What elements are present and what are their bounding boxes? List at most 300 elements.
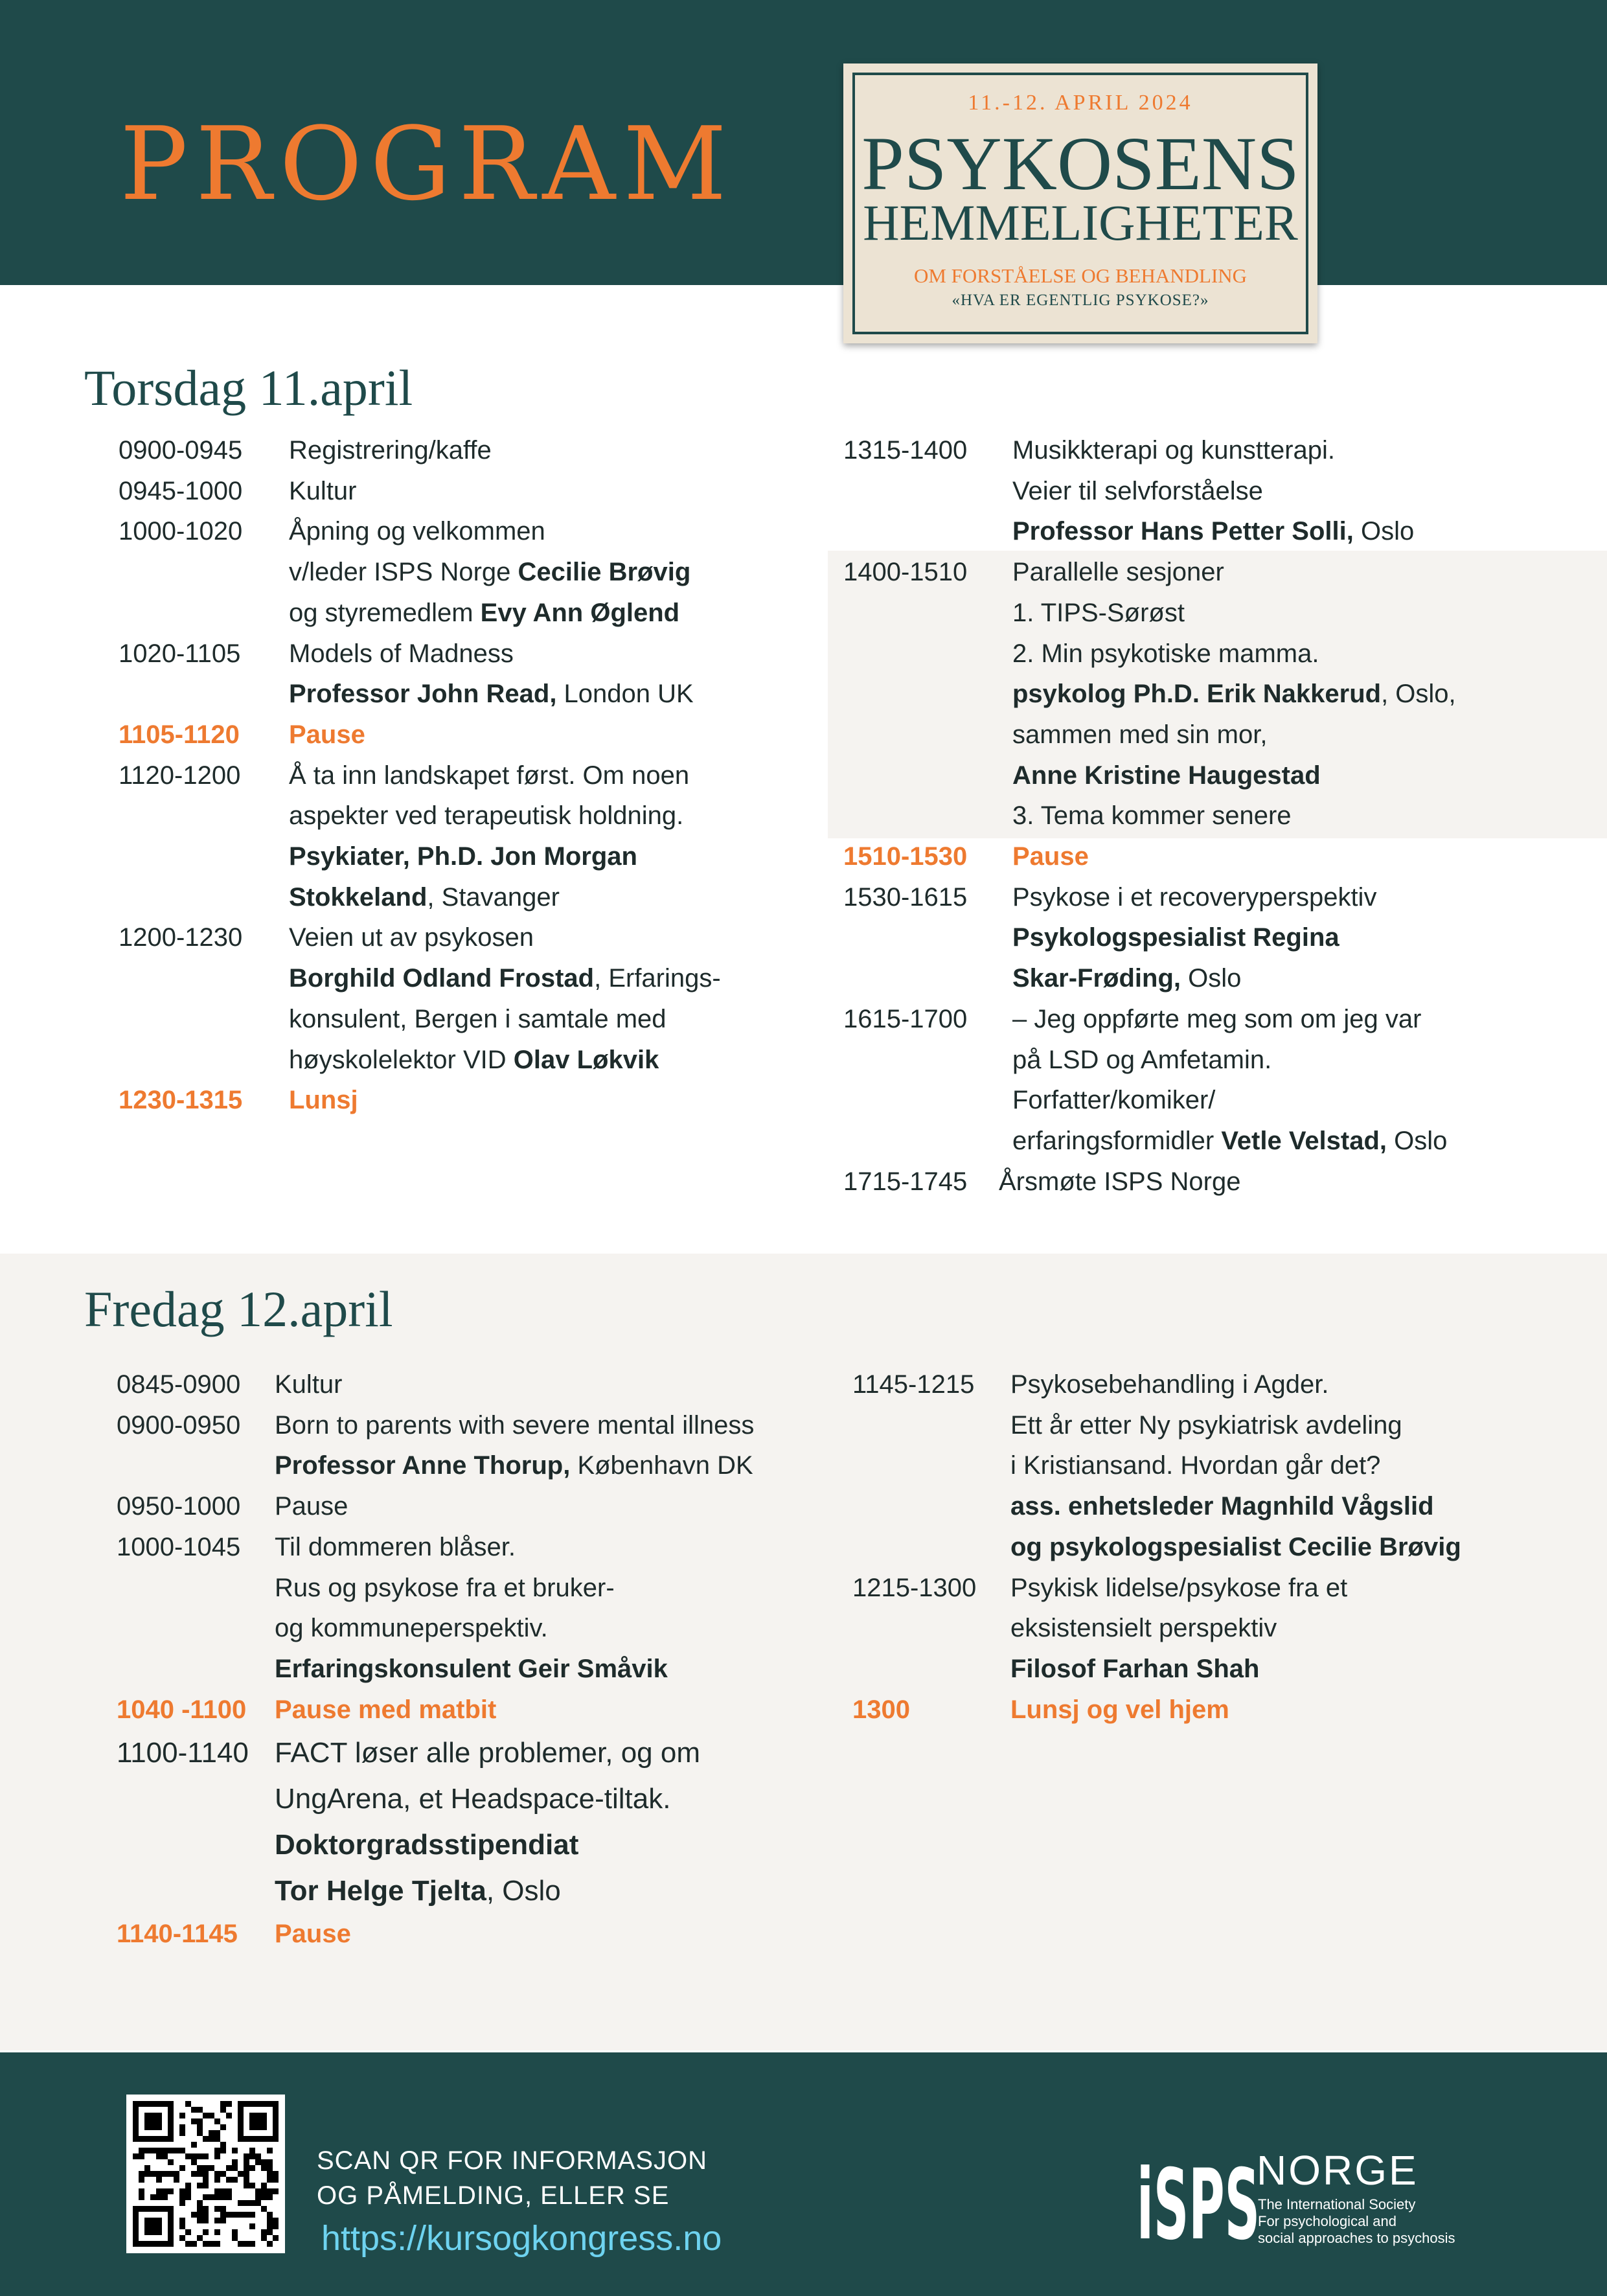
description-text: Kultur	[275, 1370, 343, 1399]
qr-module	[255, 2194, 261, 2200]
qr-module	[156, 2188, 162, 2194]
speaker-name: Tor Helge Tjelta	[275, 1875, 486, 1907]
schedule-row	[843, 1121, 1456, 1162]
description-text: London UK	[556, 680, 694, 709]
schedule-row	[843, 471, 1456, 512]
schedule-row	[119, 877, 721, 918]
description-text: Åpning og velkommen	[289, 517, 545, 546]
schedule-time	[843, 1040, 1012, 1081]
schedule-description	[289, 674, 694, 715]
qr-module	[139, 2171, 144, 2177]
schedule-row	[119, 836, 721, 877]
description-text: FACT løser alle problemer, og om	[275, 1737, 700, 1769]
page-title: PROGRAM	[120, 105, 735, 223]
qr-module	[232, 2235, 238, 2241]
schedule-time	[117, 1608, 275, 1649]
qr-module	[267, 2148, 273, 2153]
schedule-description	[275, 1730, 700, 1776]
qr-module	[179, 2235, 185, 2241]
qr-module	[220, 2124, 226, 2130]
qr-module	[139, 2177, 144, 2183]
schedule-time: 1200-1230	[119, 923, 243, 952]
qr-module	[209, 2194, 214, 2200]
qr-module	[156, 2148, 162, 2153]
qr-module	[244, 2183, 249, 2188]
description-text: – Jeg oppførte meg som om jeg var	[1012, 1004, 1422, 1033]
qr-module	[244, 2212, 249, 2218]
schedule-break-row	[119, 715, 721, 755]
description-text: Born to parents with severe mental illness	[275, 1410, 755, 1440]
qr-module	[267, 2229, 273, 2235]
qr-module	[220, 2212, 226, 2218]
schedule-time	[119, 1040, 289, 1081]
qr-code-icon[interactable]	[126, 2095, 285, 2253]
qr-module	[214, 2153, 220, 2159]
qr-module	[249, 2200, 255, 2206]
speaker-name: ass. enhetsleder Magnhild Vågslid	[1010, 1492, 1434, 1521]
qr-module	[168, 2171, 174, 2177]
qr-module	[179, 2148, 185, 2153]
schedule-description	[1010, 1486, 1434, 1527]
qr-module	[162, 2171, 168, 2177]
registration-link[interactable]: https://kursogkongress.no	[321, 2219, 722, 2258]
qr-module	[226, 2194, 232, 2200]
schedule-row	[843, 634, 1456, 674]
schedule-break-row	[119, 1080, 721, 1121]
qr-module	[191, 2142, 197, 2148]
qr-module	[162, 2153, 168, 2159]
qr-module	[197, 2218, 203, 2223]
schedule-row	[117, 1486, 754, 1527]
schedule-time	[843, 958, 1012, 999]
description-text: Rus og psykose fra et bruker-	[275, 1573, 615, 1602]
schedule-row	[117, 1822, 754, 1868]
schedule-description	[1012, 755, 1321, 796]
schedule-description	[1010, 1527, 1461, 1568]
schedule-description	[289, 1080, 358, 1121]
schedule-time: 0945-1000	[119, 476, 243, 505]
qr-module	[139, 2153, 144, 2159]
qr-module	[197, 2206, 203, 2212]
qr-module	[185, 2194, 191, 2200]
qr-module	[191, 2241, 197, 2247]
qr-module	[220, 2218, 226, 2223]
qr-module	[197, 2212, 203, 2218]
qr-module	[139, 2194, 144, 2200]
schedule-description	[999, 1162, 1240, 1202]
qr-module	[185, 2101, 191, 2107]
schedule-time	[843, 917, 1012, 958]
qr-module	[197, 2171, 203, 2177]
schedule-time	[843, 1080, 1012, 1121]
qr-module	[156, 2171, 162, 2177]
description-text: Oslo	[1353, 517, 1415, 546]
schedule-row	[117, 1568, 754, 1609]
schedule-time: 1215-1300	[852, 1573, 977, 1602]
description-text: aspekter ved terapeutisk holdning.	[289, 801, 684, 831]
schedule-description	[275, 1405, 754, 1446]
qr-module	[203, 2229, 209, 2235]
schedule-row	[117, 1776, 754, 1822]
schedule-row	[119, 958, 721, 999]
schedule-time	[843, 1121, 1012, 1162]
schedule-time: 1300	[852, 1695, 910, 1724]
description-text: Psykosebehandling i Agder.	[1010, 1370, 1329, 1399]
qr-module	[244, 2159, 249, 2165]
schedule-description	[1012, 511, 1414, 552]
qr-module	[214, 2130, 220, 2136]
qr-module	[197, 2130, 203, 2136]
qr-module	[226, 2165, 232, 2171]
qr-module	[162, 2188, 168, 2194]
schedule-description	[1012, 715, 1267, 755]
qr-module	[162, 2148, 168, 2153]
qr-module	[156, 2153, 162, 2159]
schedule-time: 1145-1215	[852, 1370, 975, 1399]
schedule-time: 1315-1400	[843, 436, 968, 465]
description-text: Til dommeren blåser.	[275, 1532, 516, 1561]
qr-module	[144, 2165, 150, 2171]
qr-module	[197, 2183, 203, 2188]
qr-module	[191, 2171, 197, 2177]
qr-module	[174, 2171, 179, 2177]
logo-subtitle1: The International Society	[1258, 2196, 1416, 2212]
schedule-row	[843, 917, 1456, 958]
qr-module	[150, 2148, 156, 2153]
description-text: Pause	[1012, 842, 1089, 871]
qr-module	[191, 2107, 197, 2113]
qr-module	[261, 2159, 267, 2165]
schedule-time	[119, 674, 289, 715]
logo-norge: NORGE	[1257, 2147, 1419, 2194]
qr-module	[156, 2194, 162, 2200]
description-text: , Oslo,	[1381, 680, 1456, 709]
schedule-description	[275, 1568, 615, 1609]
schedule-time: 1400-1510	[843, 558, 968, 587]
qr-module	[203, 2183, 209, 2188]
schedule-row	[117, 1649, 754, 1690]
description-text: Veier til selvforståelse	[1012, 476, 1263, 505]
schedule-row	[119, 552, 721, 593]
schedule-description	[289, 552, 690, 593]
qr-module	[144, 2113, 162, 2130]
schedule-time: 1510-1530	[843, 842, 968, 871]
description-text: og styremedlem	[289, 598, 481, 627]
qr-module	[214, 2241, 220, 2247]
qr-module	[203, 2136, 209, 2142]
qr-module	[244, 2177, 249, 2183]
schedule-description	[1012, 999, 1421, 1040]
schedule-description	[1010, 1568, 1347, 1609]
friday-schedule-left	[117, 1364, 754, 1955]
qr-module	[273, 2171, 279, 2177]
qr-module	[244, 2200, 249, 2206]
qr-module	[197, 2153, 203, 2159]
qr-module	[267, 2223, 273, 2229]
schedule-description	[1012, 1121, 1447, 1162]
qr-module	[261, 2183, 267, 2188]
qr-module	[179, 2113, 185, 2118]
schedule-time	[117, 1649, 275, 1690]
qr-module	[226, 2212, 232, 2218]
schedule-description	[289, 796, 683, 836]
qr-module	[144, 2218, 162, 2235]
schedule-description	[1010, 1690, 1229, 1730]
schedule-row	[119, 796, 721, 836]
qr-module	[267, 2165, 273, 2171]
badge-subtitle2: «HVA ER EGENTLIG PSYKOSE?»	[952, 292, 1209, 309]
qr-module	[249, 2165, 255, 2171]
qr-module	[209, 2113, 214, 2118]
speaker-name: Professor Anne Thorup,	[275, 1451, 571, 1480]
scan-instruction-line2: OG PÅMELDING, ELLER SE	[317, 2181, 670, 2210]
schedule-row	[843, 593, 1456, 634]
logo-subtitle2: For psychological and	[1258, 2213, 1397, 2229]
qr-module	[232, 2177, 238, 2183]
qr-module	[179, 2223, 185, 2229]
schedule-time	[117, 1445, 275, 1486]
speaker-name: Psykiater, Ph.D. Jon Morgan	[289, 842, 637, 871]
schedule-description	[275, 1486, 348, 1527]
qr-module	[267, 2212, 273, 2218]
schedule-time	[117, 1776, 275, 1822]
friday-title: Fredag 12.april	[84, 1281, 393, 1337]
schedule-description	[289, 836, 637, 877]
qr-module	[203, 2212, 209, 2218]
speaker-name: Borghild Odland Frostad	[289, 964, 595, 993]
qr-code-pattern	[133, 2101, 279, 2247]
description-text: UngArena, et Headspace-tiltak.	[275, 1783, 671, 1815]
speaker-name: Cecilie Brøvig	[518, 558, 691, 587]
speaker-name: Skar-Frøding,	[1012, 964, 1181, 993]
qr-module	[232, 2148, 238, 2153]
qr-module	[273, 2235, 279, 2241]
qr-module	[267, 2194, 273, 2200]
schedule-description	[275, 1822, 578, 1868]
description-text: Oslo	[1181, 964, 1242, 993]
qr-module	[197, 2107, 203, 2113]
schedule-time	[117, 1822, 275, 1868]
qr-module	[197, 2118, 203, 2124]
schedule-row	[843, 1080, 1456, 1121]
qr-module	[203, 2113, 209, 2118]
speaker-name: Anne Kristine Haugestad	[1012, 761, 1321, 790]
schedule-description	[1010, 1445, 1380, 1486]
schedule-description	[275, 1608, 548, 1649]
schedule-row	[843, 796, 1456, 836]
header-band	[0, 0, 1607, 285]
schedule-time	[119, 877, 289, 918]
qr-module	[255, 2153, 261, 2159]
qr-module	[214, 2206, 220, 2212]
schedule-time	[843, 593, 1012, 634]
schedule-time: 1715-1745	[843, 1167, 968, 1196]
scan-instruction-line1: SCAN QR FOR INFORMASJON	[317, 2146, 708, 2175]
description-text: v/leder ISPS Norge	[289, 558, 518, 587]
schedule-time: 0900-0950	[117, 1410, 241, 1440]
schedule-time: 1140-1145	[117, 1920, 238, 1949]
schedule-row	[843, 877, 1456, 918]
qr-module	[238, 2212, 244, 2218]
schedule-time	[117, 1868, 275, 1914]
schedule-time	[119, 796, 289, 836]
qr-module	[255, 2200, 261, 2206]
schedule-time: 1040 -1100	[117, 1695, 247, 1724]
qr-module	[238, 2241, 244, 2247]
schedule-description	[289, 634, 514, 674]
schedule-time: 1000-1020	[119, 517, 243, 546]
schedule-time	[843, 634, 1012, 674]
schedule-description	[1010, 1405, 1402, 1446]
schedule-time: 0845-0900	[117, 1370, 241, 1399]
schedule-description	[1012, 1040, 1271, 1081]
description-text: Registrering/kaffe	[289, 436, 492, 465]
qr-module	[267, 2188, 273, 2194]
qr-module	[214, 2188, 220, 2194]
description-text: konsulent, Bergen i samtale med	[289, 1004, 667, 1033]
schedule-description	[289, 917, 534, 958]
qr-module	[255, 2188, 261, 2194]
schedule-row	[843, 958, 1456, 999]
qr-module	[261, 2188, 267, 2194]
schedule-row	[843, 511, 1456, 552]
schedule-description	[289, 999, 667, 1040]
qr-module	[261, 2235, 267, 2241]
schedule-description	[1012, 674, 1456, 715]
schedule-row	[117, 1527, 754, 1568]
description-text: , Erfarings-	[594, 964, 721, 993]
qr-module	[249, 2183, 255, 2188]
schedule-time	[119, 958, 289, 999]
description-text: Pause	[275, 1920, 351, 1949]
schedule-row	[843, 755, 1456, 796]
schedule-row	[843, 674, 1456, 715]
schedule-row	[117, 1364, 754, 1405]
qr-module	[179, 2124, 185, 2130]
qr-module	[191, 2212, 197, 2218]
schedule-time: 1615-1700	[843, 1004, 968, 1033]
badge-title-line2: HEMMELIGHETER	[863, 194, 1298, 251]
schedule-description	[289, 715, 365, 755]
qr-module	[226, 2188, 232, 2194]
schedule-time: 1120-1200	[119, 761, 241, 790]
qr-module	[209, 2241, 214, 2247]
description-text: Forfatter/komiker/	[1012, 1086, 1216, 1115]
description-text: 2. Min psykotiske mamma.	[1012, 639, 1319, 668]
speaker-name: Professor Hans Petter Solli,	[1012, 517, 1354, 546]
qr-module	[168, 2159, 174, 2165]
qr-module	[197, 2200, 203, 2206]
schedule-time	[852, 1649, 1010, 1690]
description-text: Lunsj og vel hjem	[1010, 1695, 1229, 1724]
qr-module	[203, 2241, 209, 2247]
qr-module	[179, 2218, 185, 2223]
qr-module	[244, 2165, 249, 2171]
qr-module	[261, 2165, 267, 2171]
qr-module	[209, 2130, 214, 2136]
qr-module	[238, 2200, 244, 2206]
schedule-time: 1100-1140	[117, 1737, 249, 1769]
schedule-row	[852, 1608, 1461, 1649]
schedule-row	[852, 1405, 1461, 1446]
schedule-row	[119, 674, 721, 715]
qr-module	[179, 2130, 185, 2136]
schedule-time	[843, 755, 1012, 796]
thursday-schedule-left	[119, 430, 721, 1121]
qr-module	[162, 2194, 168, 2200]
qr-module	[191, 2159, 197, 2165]
qr-module	[255, 2159, 261, 2165]
schedule-row	[119, 471, 721, 512]
schedule-description	[289, 593, 679, 634]
schedule-description	[275, 1690, 496, 1730]
qr-module	[150, 2194, 156, 2200]
speaker-name: Evy Ann Øglend	[480, 598, 680, 627]
schedule-description	[289, 958, 721, 999]
schedule-row	[843, 1162, 1456, 1202]
isps-logo-text: iSPS	[1137, 2149, 1260, 2245]
schedule-row	[852, 1486, 1461, 1527]
qr-module	[261, 2229, 267, 2235]
schedule-time: 1230-1315	[119, 1086, 243, 1115]
qr-module	[203, 2171, 209, 2177]
description-text: eksistensielt perspektiv	[1010, 1614, 1277, 1643]
description-text: Parallelle sesjoner	[1012, 558, 1224, 587]
qr-module	[220, 2206, 226, 2212]
qr-module	[226, 2113, 232, 2118]
qr-module	[232, 2159, 238, 2165]
schedule-time: 1020-1105	[119, 639, 241, 668]
description-text: Psykisk lidelse/psykose fra et	[1010, 1573, 1348, 1602]
schedule-description	[1012, 471, 1263, 512]
description-text: og kommuneperspektiv.	[275, 1614, 548, 1643]
schedule-description	[289, 755, 689, 796]
qr-module	[168, 2148, 174, 2153]
qr-module	[185, 2183, 191, 2188]
qr-module	[220, 2194, 226, 2200]
qr-module	[220, 2107, 226, 2113]
schedule-time	[852, 1527, 1010, 1568]
description-text: Å ta inn landskapet først. Om noen	[289, 761, 690, 790]
schedule-time: 1000-1045	[117, 1532, 241, 1561]
qr-module	[179, 2188, 185, 2194]
description-text: Kultur	[289, 476, 357, 505]
schedule-time	[119, 836, 289, 877]
description-text: Lunsj	[289, 1086, 358, 1115]
qr-module	[191, 2153, 197, 2159]
qr-module	[179, 2165, 185, 2171]
qr-module	[214, 2218, 220, 2223]
schedule-time	[119, 593, 289, 634]
schedule-row	[119, 999, 721, 1040]
description-text: Oslo	[1387, 1126, 1448, 1155]
schedule-description	[1012, 593, 1185, 634]
qr-module	[203, 2177, 209, 2183]
description-text: København DK	[570, 1451, 753, 1480]
qr-module	[244, 2241, 249, 2247]
schedule-time	[852, 1608, 1010, 1649]
qr-module	[238, 2171, 244, 2177]
qr-module	[203, 2218, 209, 2223]
qr-module	[185, 2153, 191, 2159]
schedule-row	[852, 1649, 1461, 1690]
qr-module	[273, 2218, 279, 2223]
description-text: , Stavanger	[427, 882, 560, 912]
schedule-description	[1012, 958, 1241, 999]
schedule-time	[843, 796, 1012, 836]
schedule-time: 1105-1120	[119, 720, 240, 749]
qr-module	[232, 2165, 238, 2171]
